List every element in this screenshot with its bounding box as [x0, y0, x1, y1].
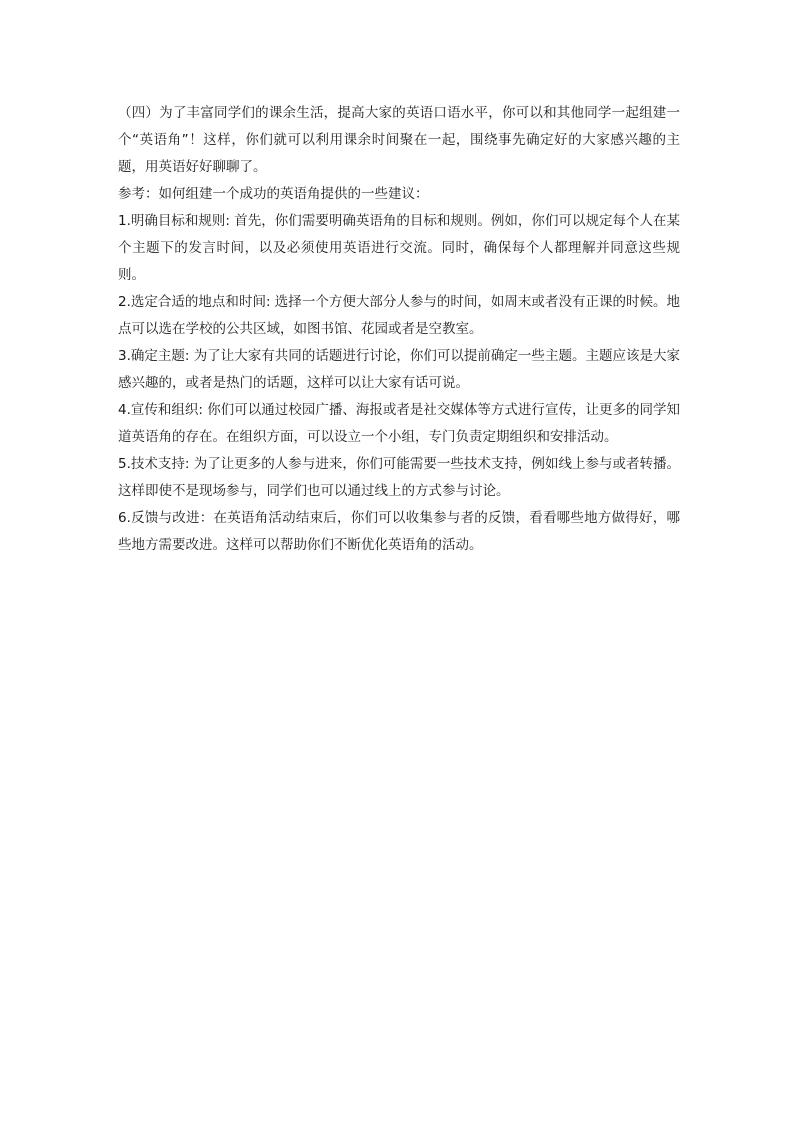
suggestion-item-1: 1.明确目标和规则: 首先，你们需要明确英语角的目标和规则。例如，你们可以规定每个人在某个主题下的发言时间，以及必须使用英语进行交流。同时，确保每个人都理解并同意这些规则。: [118, 213, 680, 283]
suggestion-item-5: 5.技术支持: 为了让更多的人参与进来，你们可能需要一些技术支持，例如线上参与或者转播。这样即使不是现场参与，同学们也可以通过线上的方式参与讨论。: [118, 456, 680, 499]
suggestion-item-6: 6.反馈与改进：在英语角活动结束后，你们可以收集参与者的反馈，看看哪些地方做得好，哪些地方需要改进。这样可以帮助你们不断优化英语角的活动。: [118, 510, 680, 553]
intro-paragraph: （四）为了丰富同学们的课余生活，提高大家的英语口语水平，你可以和其他同学一起组建一个“英语角”！这样，你们就可以利用课余时间聚在一起，围绕事先确定好的大家感兴趣的主题，用英语好好聊聊了。: [118, 105, 680, 175]
suggestion-item-3: 3.确定主题: 为了让大家有共同的话题进行讨论，你们可以提前确定一些主题。主题应该是大家感兴趣的，或者是热门的话题，这样可以让大家有话可说。: [118, 348, 680, 391]
reference-heading: 参考：如何组建一个成功的英语角提供的一些建议：: [118, 186, 429, 202]
suggestion-item-4: 4.宣传和组织: 你们可以通过校园广播、海报或者是社交媒体等方式进行宣传，让更多的同学知道英语角的存在。在组织方面，可以设立一个小组，专门负责定期组织和安排活动。: [118, 402, 680, 445]
document-body: [118, 100, 680, 559]
suggestion-item-2: 2.选定合适的地点和时间: 选择一个方便大部分人参与的时间，如周末或者没有正课的时候。地点可以选在学校的公共区域，如图书馆、花园或者是空教室。: [118, 294, 680, 337]
